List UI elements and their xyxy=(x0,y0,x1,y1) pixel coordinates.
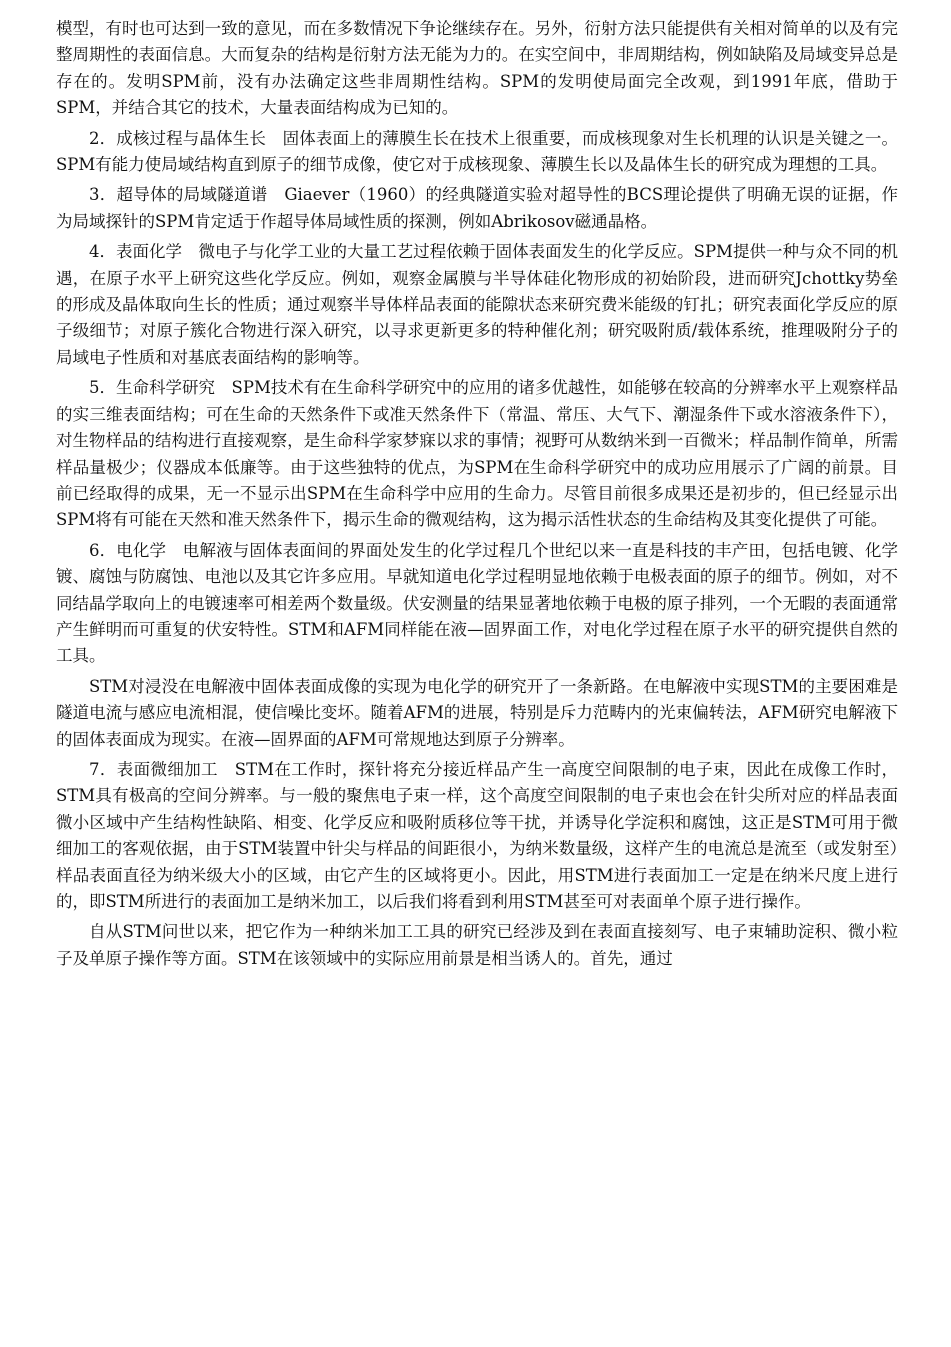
document-page xyxy=(56,16,898,976)
paragraph-continued: 模型，有时也可达到一致的意见，而在多数情况下争论继续存在。另外，衍射方法只能提供有关相对简单的以及有完整周期性的表面信息。大而复杂的结构是衍射方法无能为力的。在实空间中，非周期结构，例如缺陷及局域变异总是存在的。发明SPM前，没有办法确定这些非周期性结构。SPM的发明使局面完全改观，到1991年底，借助于SPM，并结合其它的技术，大量表面结构成为已知的。 xyxy=(56,19,898,118)
paragraph-electrochemistry: 6．电化学 电解液与固体表面间的界面处发生的化学过程几个世纪以来一直是科技的丰产田，包括电镀、化学镀、腐蚀与防腐蚀、电池以及其它许多应用。早就知道电化学过程明显地依赖于电极表面的原子的细节。例如，对不同结晶学取向上的电镀速率可相差两个数量级。伏安测量的结果显著地依赖于电极的原子排列，一个无暇的表面通常产生鲜明而可重复的伏安特性。STM和AFM同样能在液—固界面工作，对电化学过程在原子水平的研究提供自然的工具。 xyxy=(56,540,898,666)
paragraph-nanofabrication: 自从STM问世以来，把它作为一种纳米加工工具的研究已经涉及到在表面直接刻写、电子束辅助淀积、微小粒子及单原子操作等方面。STM在该领域中的实际应用前景是相当诱人的。首先，通过 xyxy=(56,922,898,968)
paragraph-superconductor: 3．超导体的局域隧道谱 Giaever（1960）的经典隧道实验对超导性的BCS理论提供了明确无误的证据，作为局域探针的SPM肯定适于作超导体局域性质的探测，例如Abrikosov磁通晶格。 xyxy=(56,185,898,231)
paragraph-life-science: 5．生命科学研究 SPM技术有在生命科学研究中的应用的诸多优越性，如能够在较高的分辨率水平上观察样品的实三维表面结构；可在生命的天然条件下或准天然条件下（常温、常压、大气下、潮湿条件下或水溶液条件下），对生物样品的结构进行直接观察，是生命科学家梦寐以求的事情；视野可从数纳米到一百微米；样品制作简单，所需样品量极少；仪器成本低廉等。由于这些独特的优点，为SPM在生命科学研究中的成功应用展示了广阔的前景。目前已经取得的成果，无一不显示出SPM在生命科学中应用的生命力。尽管目前很多成果还是初步的，但已经显示出SPM将有可能在天然和准天然条件下，揭示生命的微观结构，这为揭示活性状态的生命结构及其变化提供了可能。 xyxy=(56,378,898,530)
paragraph-surface-chemistry: 4．表面化学 微电子与化学工业的大量工艺过程依赖于固体表面发生的化学反应。SPM提供一种与众不同的机遇，在原子水平上研究这些化学反应。例如，观察金属膜与半导体硅化物形成的初始阶段，进而研究Jchottky势垒的形成及晶体取向生长的性质；通过观察半导体样品表面的能隙状态来研究费米能级的钉扎；研究表面化学反应的原子级细节；对原子簇化合物进行深入研究，以寻求更新更多的特种催化剂；研究吸附质/载体系统，推理吸附分子的局域电子性质和对基底表面结构的影响等。 xyxy=(56,242,898,367)
paragraph-stm-electrolyte: STM对浸没在电解液中固体表面成像的实现为电化学的研究开了一条新路。在电解液中实现STM的主要困难是隧道电流与感应电流相混，使信噪比变坏。随着AFM的进展，特别是斥力范畴内的光束偏转法，AFM研究电解液下的固体表面成为现实。在液—固界面的AFM可常规地达到原子分辨率。 xyxy=(56,676,898,749)
paragraph-nucleation: 2．成核过程与晶体生长 固体表面上的薄膜生长在技术上很重要，而成核现象对生长机理的认识是关键之一。SPM有能力使局域结构直到原子的细节成像，使它对于成核现象、薄膜生长以及晶体生长的研究成为理想的工具。 xyxy=(56,128,898,175)
paragraph-microfabrication: 7．表面微细加工 STM在工作时，探针将充分接近样品产生一高度空间限制的电子束，因此在成像工作时，STM具有极高的空间分辨率。与一般的聚焦电子束一样，这个高度空间限制的电子束也会在针尖所对应的样品表面微小区域中产生结构性缺陷、相变、化学反应和吸附质移位等干扰，并诱导化学淀积和腐蚀，这正是STM可用于微细加工的客观依据，由于STM装置中针尖与样品的间距很小，为纳米数量级，这样产生的电流总是流至（或发射至）样品表面直径为纳米级大小的区域，由它产生的区域将更小。因此，用STM进行表面加工一定是在纳米尺度上进行的，即STM所进行的表面加工是纳米加工，以后我们将看到利用STM甚至可对表面单个原子进行操作。 xyxy=(56,759,898,911)
